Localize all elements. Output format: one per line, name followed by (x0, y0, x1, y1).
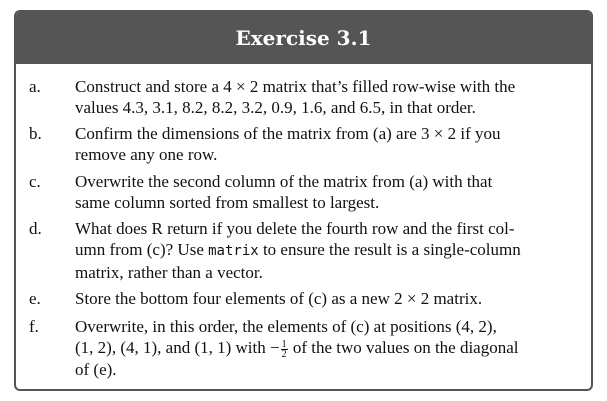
item-line (75, 337, 575, 359)
item-label: d. (29, 219, 42, 238)
exercise-box (14, 10, 593, 391)
item-line: What does R return if you delete the fourth row and the first col- (75, 219, 515, 238)
item-line: Overwrite, in this order, the elements of (c) at positions (4, 2), (75, 317, 497, 336)
item-text-segment: (1, 2), (4, 1), and (1, 1) with − (75, 338, 280, 357)
item-label: c. (29, 172, 41, 191)
item-line: of (e). (75, 359, 117, 379)
exercise-title: Exercise 3.1 (16, 12, 591, 64)
item-text (75, 316, 575, 380)
item-text (75, 288, 575, 309)
item-label: f. (29, 317, 39, 336)
fraction-denominator: 2 (281, 348, 287, 360)
item-line: same column sorted from smallest to largest. (75, 193, 380, 212)
item-text (75, 218, 575, 283)
item-text (75, 76, 575, 118)
item-text-segment: umn from (c)? Use (75, 240, 209, 259)
item-label: a. (29, 77, 41, 96)
item-line: Overwrite the second column of the matrix from (a) with that (75, 172, 493, 191)
item-line: remove any one row. (75, 145, 218, 164)
item-line: Construct and store a 4 × 2 matrix that’s filled row-wise with the (75, 77, 516, 96)
item-line: Confirm the dimensions of the matrix from (a) are 3 × 2 if you (75, 124, 501, 143)
item-line: Store the bottom four elements of (c) as a new 2 × 2 matrix. (75, 289, 483, 308)
fraction-numerator: 1 (281, 338, 287, 350)
item-text (75, 171, 575, 213)
code-matrix: matrix (208, 243, 259, 259)
item-text (75, 123, 575, 165)
fraction-one-half (281, 340, 288, 359)
item-text-segment: of the two values on the diagonal (288, 338, 519, 357)
item-line (75, 239, 575, 262)
item-line: values 4.3, 3.1, 8.2, 8.2, 3.2, 0.9, 1.6, and 6.5, in that order. (75, 98, 476, 117)
item-text-segment: to ensure the result is a single-column (258, 240, 521, 259)
item-label: b. (29, 124, 42, 143)
item-label: e. (29, 289, 41, 308)
item-line: matrix, rather than a vector. (75, 263, 263, 282)
